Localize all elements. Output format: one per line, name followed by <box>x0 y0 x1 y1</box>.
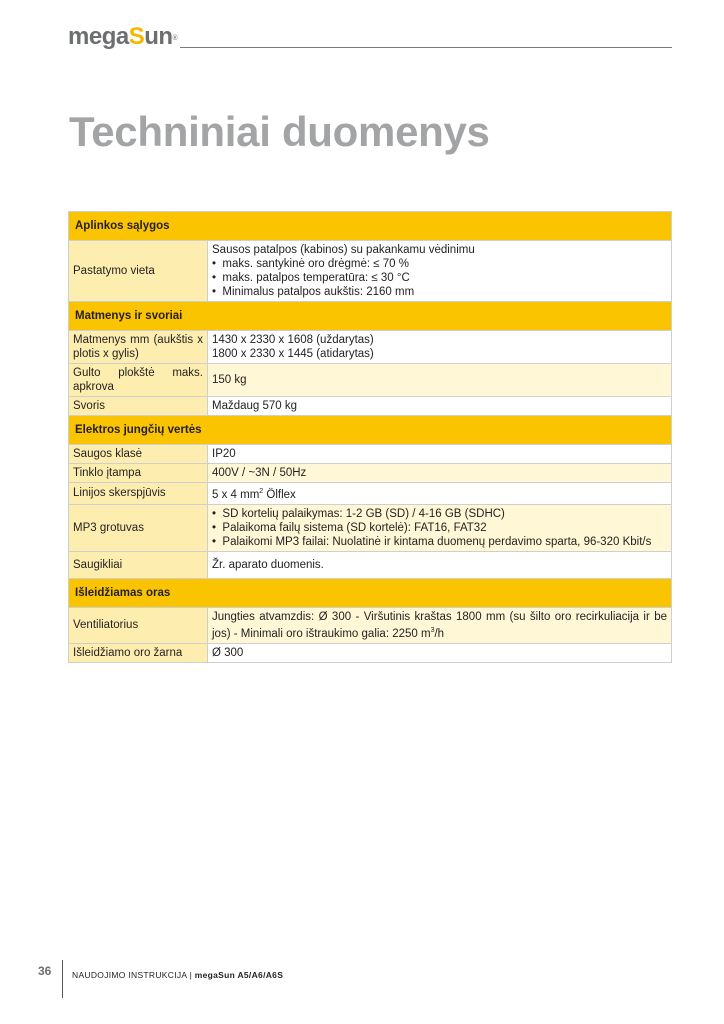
section-header-exhaust: Išleidžiamas oras <box>69 578 672 607</box>
table-row <box>69 464 672 483</box>
table-row <box>69 504 672 551</box>
row-label: Svoris <box>69 397 208 416</box>
section-header-dimensions: Matmenys ir svoriai <box>69 302 672 331</box>
row-value: Jungties atvamzdis: Ø 300 - Viršutinis kraštas 1800 mm (su šilto oro recirkuliacija ir be jos) - Minimali oro ištraukimo galia: 2250 $m^3/h$ <box>208 607 672 643</box>
table-row <box>69 364 672 397</box>
table-row <box>69 607 672 643</box>
table-row <box>69 331 672 364</box>
specifications-table <box>68 211 672 663</box>
page-number: 36 <box>38 964 52 978</box>
table-row <box>69 483 672 505</box>
footer-label: NAUDOJIMO INSTRUKCIJA | megaSun A5/A6/A6S <box>72 970 284 980</box>
row-label: Tinklo įtampa <box>69 464 208 483</box>
row-label: Saugos klasė <box>69 445 208 464</box>
section-header-electrical: Elektros jungčių vertės <box>69 416 672 445</box>
row-value: 400V / ~3N / 50Hz <box>208 464 672 483</box>
row-label: Išleidžiamo oro žarna <box>69 643 208 662</box>
row-value: 1430 x 2330 x 1608 (uždarytas) 1800 x 2330 x 1445 (atidarytas) <box>208 331 672 364</box>
row-label: MP3 grotuvas <box>69 504 208 551</box>
table-row <box>69 643 672 662</box>
table-row <box>69 551 672 578</box>
row-value: 5 x 4 $mm^2$ Ölflex <box>208 483 672 505</box>
brand-logo: megaSun® <box>68 23 178 50</box>
footer-divider <box>62 960 63 998</box>
page-title: Techniniai duomenys <box>69 108 490 155</box>
row-value: IP20 <box>208 445 672 464</box>
row-label: Ventiliatorius <box>69 607 208 643</box>
row-value: Ø 300 <box>208 643 672 662</box>
row-value: 150 kg <box>208 364 672 397</box>
row-label: Linijos skerspjūvis <box>69 483 208 505</box>
table-row <box>69 397 672 416</box>
section-header-environment: Aplinkos sąlygos <box>69 212 672 241</box>
row-label: Matmenys mm (aukštis x plotis x gylis) <box>69 331 208 364</box>
row-value: • SD kortelių palaikymas: 1-2 GB (SD) / 4-16 GB (SDHC) • Palaikoma failų sistema (SD kortelė): FAT16, FAT32 • Palaikomi MP3 failai: Nuolatinė ir kintama duomenų perdavimo sparta, 96-320 Kbit/s <box>208 504 672 551</box>
row-value: Žr. aparato duomenis. <box>208 551 672 578</box>
row-label: Pastatymo vieta <box>69 241 208 302</box>
row-label: Gulto plokštė maks. apkrova <box>69 364 208 397</box>
table-row <box>69 445 672 464</box>
table-row <box>69 241 672 302</box>
row-value: Sausos patalpos (kabinos) su pakankamu vėdinimu • maks. santykinė oro drėgmė: ≤ 70 % • maks. patalpos temperatūra: ≤ 30 °C • Minimalus patalpos aukštis: 2160 mm <box>208 241 672 302</box>
row-value: Maždaug 570 kg <box>208 397 672 416</box>
row-label: Saugikliai <box>69 551 208 578</box>
header-divider <box>180 47 672 48</box>
